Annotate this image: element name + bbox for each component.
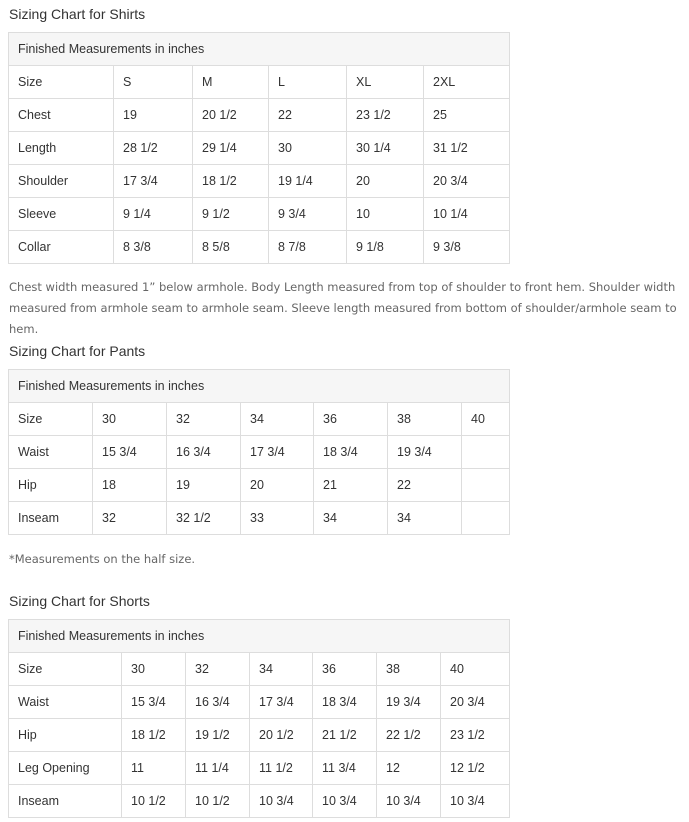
measurement-value-cell: 11 3/4 — [313, 752, 377, 785]
size-label-cell: Size — [9, 653, 122, 686]
measurement-label-cell: Length — [9, 132, 114, 165]
size-label-cell: Size — [9, 66, 114, 99]
measurement-value-cell: 22 — [388, 469, 462, 502]
measurement-value-cell: 16 3/4 — [186, 686, 250, 719]
size-cell: 32 — [186, 653, 250, 686]
measurement-value-cell: 9 3/8 — [424, 231, 510, 264]
measurement-value-cell: 30 — [269, 132, 347, 165]
size-cell: M — [193, 66, 269, 99]
size-cell: L — [269, 66, 347, 99]
measurement-row — [9, 436, 510, 469]
measurement-value-cell — [462, 436, 510, 469]
measurement-value-cell: 19 — [167, 469, 241, 502]
measurement-value-cell: 10 — [347, 198, 424, 231]
measurement-value-cell: 9 1/4 — [114, 198, 193, 231]
measurement-label-cell: Waist — [9, 686, 122, 719]
measurement-value-cell: 23 1/2 — [347, 99, 424, 132]
measurement-value-cell: 11 — [122, 752, 186, 785]
measurement-value-cell: 21 — [314, 469, 388, 502]
measurement-value-cell: 20 — [241, 469, 314, 502]
measurement-value-cell: 18 3/4 — [314, 436, 388, 469]
measurement-value-cell: 17 3/4 — [114, 165, 193, 198]
measurement-row — [9, 231, 510, 264]
measurement-value-cell: 30 1/4 — [347, 132, 424, 165]
pants-measurement-note: *Measurements on the half size. — [9, 552, 196, 566]
measurement-value-cell: 9 1/8 — [347, 231, 424, 264]
size-cell: 38 — [388, 403, 462, 436]
measurement-label-cell: Shoulder — [9, 165, 114, 198]
measurement-value-cell: 8 7/8 — [269, 231, 347, 264]
measurement-value-cell: 16 3/4 — [167, 436, 241, 469]
size-label-cell: Size — [9, 403, 93, 436]
size-cell: 40 — [462, 403, 510, 436]
measurement-row — [9, 785, 510, 818]
measurement-value-cell: 17 3/4 — [250, 686, 313, 719]
size-header-row — [9, 66, 510, 99]
size-header-row — [9, 403, 510, 436]
size-cell: 40 — [441, 653, 510, 686]
measurement-value-cell: 18 3/4 — [313, 686, 377, 719]
measurement-value-cell: 20 — [347, 165, 424, 198]
measurement-value-cell: 29 1/4 — [193, 132, 269, 165]
pants-size-table — [8, 369, 510, 535]
measurement-value-cell: 33 — [241, 502, 314, 535]
measurement-value-cell: 20 3/4 — [424, 165, 510, 198]
measurement-value-cell: 10 3/4 — [441, 785, 510, 818]
measurement-value-cell: 17 3/4 — [241, 436, 314, 469]
measurement-value-cell: 22 1/2 — [377, 719, 441, 752]
measurement-label-cell: Inseam — [9, 785, 122, 818]
shirts-measurement-note: Chest width measured 1” below armhole. Body Length measured from top of shoulder to front hem. Shoulder width measured from armhole seam to armhole seam. Sleeve length measured from bottom of shoulder/armhole seam to hem. — [9, 280, 677, 336]
measurement-value-cell: 20 3/4 — [441, 686, 510, 719]
size-cell: S — [114, 66, 193, 99]
measurement-label-cell: Leg Opening — [9, 752, 122, 785]
size-cell: 34 — [241, 403, 314, 436]
measurement-value-cell: 12 — [377, 752, 441, 785]
table-caption: Finished Measurements in inches — [9, 33, 510, 66]
pants-chart-title: Sizing Chart for Pants — [9, 343, 146, 359]
measurement-value-cell: 31 1/2 — [424, 132, 510, 165]
measurement-value-cell: 8 5/8 — [193, 231, 269, 264]
measurement-value-cell: 34 — [314, 502, 388, 535]
table-caption: Finished Measurements in inches — [9, 620, 510, 653]
size-cell: 38 — [377, 653, 441, 686]
measurement-value-cell: 11 1/2 — [250, 752, 313, 785]
size-cell: 30 — [122, 653, 186, 686]
measurement-label-cell: Hip — [9, 719, 122, 752]
size-header-row — [9, 653, 510, 686]
measurement-value-cell: 19 3/4 — [377, 686, 441, 719]
measurement-value-cell: 34 — [388, 502, 462, 535]
size-cell: 2XL — [424, 66, 510, 99]
shirts-chart-title: Sizing Chart for Shirts — [9, 6, 146, 22]
shirts-size-table — [8, 32, 510, 264]
measurement-value-cell: 10 3/4 — [377, 785, 441, 818]
measurement-row — [9, 132, 510, 165]
measurement-value-cell: 19 1/4 — [269, 165, 347, 198]
measurement-value-cell: 28 1/2 — [114, 132, 193, 165]
measurement-row — [9, 686, 510, 719]
measurement-value-cell: 10 1/4 — [424, 198, 510, 231]
measurement-value-cell: 20 1/2 — [193, 99, 269, 132]
measurement-value-cell: 15 3/4 — [93, 436, 167, 469]
measurement-value-cell: 32 1/2 — [167, 502, 241, 535]
size-cell: 36 — [313, 653, 377, 686]
measurement-value-cell — [462, 502, 510, 535]
measurement-value-cell: 10 1/2 — [122, 785, 186, 818]
size-cell: 30 — [93, 403, 167, 436]
measurement-value-cell: 12 1/2 — [441, 752, 510, 785]
measurement-value-cell: 18 1/2 — [122, 719, 186, 752]
measurement-value-cell: 21 1/2 — [313, 719, 377, 752]
measurement-value-cell: 19 1/2 — [186, 719, 250, 752]
measurement-value-cell: 11 1/4 — [186, 752, 250, 785]
measurement-value-cell: 10 3/4 — [250, 785, 313, 818]
measurement-value-cell: 9 1/2 — [193, 198, 269, 231]
table-caption: Finished Measurements in inches — [9, 370, 510, 403]
size-cell: 36 — [314, 403, 388, 436]
measurement-value-cell: 32 — [93, 502, 167, 535]
measurement-value-cell: 19 3/4 — [388, 436, 462, 469]
table-caption-row — [9, 370, 510, 403]
measurement-row — [9, 502, 510, 535]
measurement-value-cell: 8 3/8 — [114, 231, 193, 264]
shorts-chart-title: Sizing Chart for Shorts — [9, 593, 150, 609]
measurement-label-cell: Waist — [9, 436, 93, 469]
measurement-value-cell: 23 1/2 — [441, 719, 510, 752]
shorts-size-table — [8, 619, 510, 818]
measurement-label-cell: Hip — [9, 469, 93, 502]
measurement-value-cell: 22 — [269, 99, 347, 132]
measurement-row — [9, 752, 510, 785]
measurement-row — [9, 469, 510, 502]
measurement-value-cell: 10 3/4 — [313, 785, 377, 818]
table-caption-row — [9, 33, 510, 66]
measurement-value-cell — [462, 469, 510, 502]
measurement-value-cell: 18 1/2 — [193, 165, 269, 198]
measurement-value-cell: 19 — [114, 99, 193, 132]
size-cell: XL — [347, 66, 424, 99]
measurement-value-cell: 25 — [424, 99, 510, 132]
measurement-row — [9, 198, 510, 231]
size-cell: 34 — [250, 653, 313, 686]
measurement-value-cell: 10 1/2 — [186, 785, 250, 818]
measurement-label-cell: Chest — [9, 99, 114, 132]
measurement-row — [9, 165, 510, 198]
measurement-row — [9, 99, 510, 132]
size-cell: 32 — [167, 403, 241, 436]
measurement-value-cell: 9 3/4 — [269, 198, 347, 231]
measurement-value-cell: 18 — [93, 469, 167, 502]
measurement-value-cell: 15 3/4 — [122, 686, 186, 719]
measurement-label-cell: Inseam — [9, 502, 93, 535]
table-caption-row — [9, 620, 510, 653]
measurement-value-cell: 20 1/2 — [250, 719, 313, 752]
measurement-label-cell: Collar — [9, 231, 114, 264]
measurement-row — [9, 719, 510, 752]
measurement-label-cell: Sleeve — [9, 198, 114, 231]
